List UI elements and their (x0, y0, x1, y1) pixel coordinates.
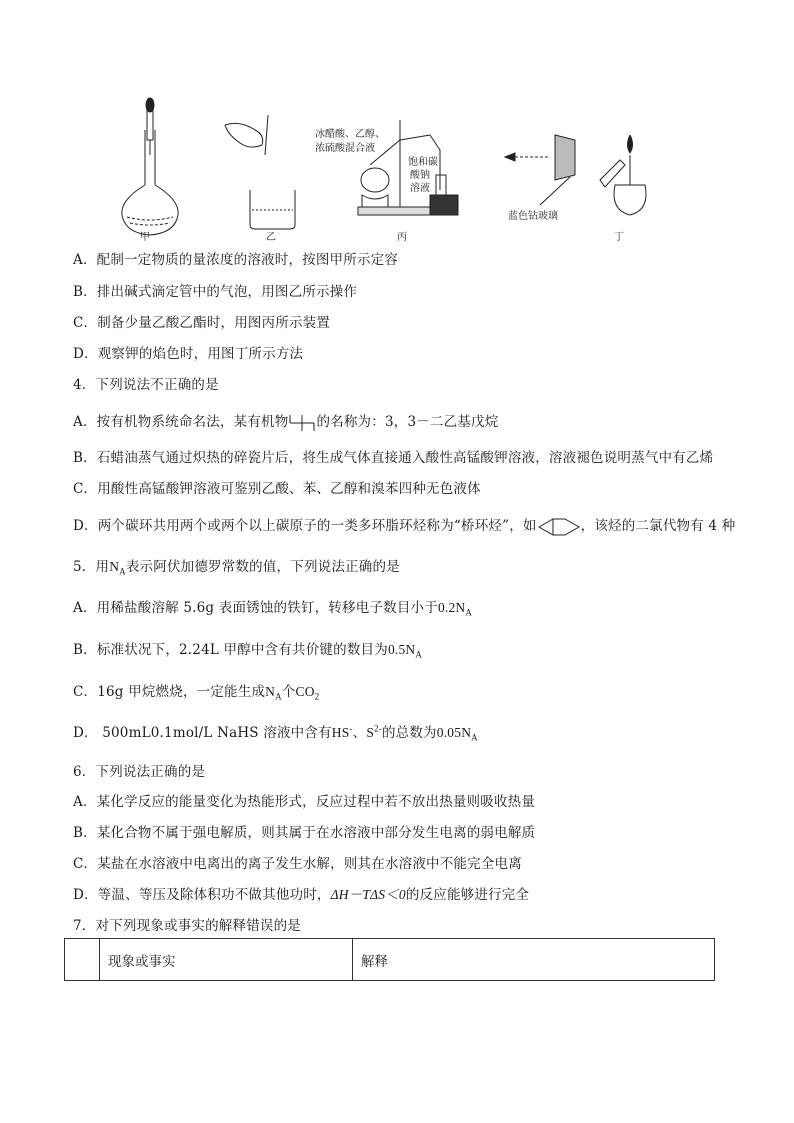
q3-option-c: C．制备少量乙酸乙酯时，用图丙所示装置 (73, 315, 331, 331)
figure-jia-volumetric-flask (122, 98, 178, 235)
na-symbol: $N_A$ (109, 559, 126, 577)
q7-stem: 7．对下列现象或事实的解释错误的是 (73, 918, 301, 934)
table-header-phenomenon: 现象或事实 (100, 939, 353, 981)
q5-option-a: A．用稀盐酸溶解 5.6g 表面锈蚀的铁钉，转移电子数目小于$0.2N_A$ (73, 600, 473, 618)
figure-label-yi: 乙 (266, 232, 276, 243)
q6-option-d: D．等温、等压及除体积功不做其他功时，ΔH－TΔS＜0的反应能够进行完全 (73, 887, 530, 903)
q4-stem: 4．下列说法不正确的是 (73, 377, 219, 393)
apparatus-figures (100, 95, 700, 245)
q6-option-b: B．某化合物不属于强电解质，则其属于在水溶液中部分发生电离的弱电解质 (73, 825, 536, 841)
skeletal-structure-icon (288, 413, 316, 433)
figure-annot-mixture-1: 冰醋酸、乙醇、 (315, 129, 385, 140)
q5-stem: 5．用$N_A$表示阿伏加德罗常数的值，下列说法正确的是 (73, 559, 400, 577)
figure-label-ding: 丁 (614, 232, 624, 243)
table-header-index (65, 939, 100, 981)
q5-option-d: D． 500mL0.1mol/L NaHS 溶液中含有HS-、$S^{2-}$的总数为$0.05N_A$ (73, 723, 478, 743)
q5-option-b: B．标准状况下，2.24L 甲醇中含有共价键的数目为$0.5N_A$ (73, 642, 423, 660)
q6-option-c: C．某盐在水溶液中电离出的离子发生水解，则其在水溶液中不能完全电离 (73, 856, 522, 872)
q3-option-a: A．配制一定物质的量浓度的溶液时，按图甲所示定容 (73, 252, 399, 268)
table-header-explanation: 解释 (353, 939, 715, 981)
figure-annot-saturated-3: 溶液 (410, 183, 430, 194)
q7-table (64, 938, 715, 981)
q3-option-b: B．排出碱式滴定管中的气泡，用图乙所示操作 (73, 284, 358, 300)
q6-option-a: A．某化学反应的能量变化为热能形式，反应过程中若不放出热量则吸收热量 (73, 794, 536, 810)
figure-annot-mixture-2: 浓硫酸混合液 (315, 143, 375, 154)
figure-label-jia: 甲 (140, 232, 150, 243)
figure-yi-burette (225, 115, 295, 229)
q5-option-c: C．16g 甲烷燃烧，一定能生成$N_A$个$CO_2$ (73, 684, 320, 702)
figure-label-bing: 丙 (397, 232, 407, 243)
q4-option-d: D．两个碳环共用两个或两个以上碳原子的一类多环脂环烃称为“桥环烃”，如 ，该烃的二氯代物有 4 种 (73, 514, 735, 537)
q3-option-d: D．观察钾的焰色时，用图丁所示方法 (73, 346, 304, 362)
q4-option-a: A．按有机物系统命名法，某有机物 的名称为：3，3－二乙基戊烷 (73, 410, 498, 433)
gibbs-formula: ΔH－TΔS＜0 (330, 887, 406, 902)
q6-stem: 6．下列说法正确的是 (73, 764, 206, 780)
bridged-ring-icon (537, 517, 581, 537)
q4-option-b: B．石蜡油蒸气通过炽热的碎瓷片后，将生成气体直接通入酸性高锰酸钾溶液，溶液褪色说明蒸气中有乙烯 (73, 450, 714, 466)
figure-annot-saturated-2: 酸钠 (410, 170, 430, 181)
table-header-row (65, 939, 715, 981)
figure-annot-saturated-1: 饱和碳 (408, 157, 438, 168)
figure-annot-cobalt-glass: 蓝色钴玻璃 (508, 211, 558, 222)
figure-ding-flame-test (505, 135, 646, 215)
q4-option-c: C．用酸性高锰酸钾溶液可鉴别乙酸、苯、乙醇和溴苯四种无色液体 (73, 481, 481, 497)
